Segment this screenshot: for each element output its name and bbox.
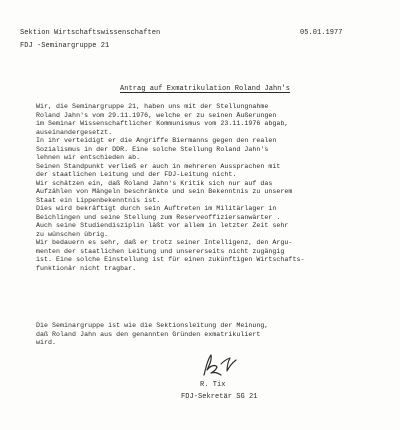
closing-line: daß Roland Jahn aus den genannten Gründen exmatrikuliert [36, 330, 261, 338]
body-line: Staat ein Lippenbekenntnis ist. [36, 196, 161, 204]
body-line: Wir schätzen ein, daß Roland Jahn's Kritik sich nur auf das [36, 179, 273, 187]
body-line: auseinandergesetzt. [36, 128, 113, 136]
body-line: ist. Eine solche Einstellung ist für einen zukünftigen Wirtschafts- [36, 256, 305, 263]
body-line: lehnen wir entschieden ab. [36, 154, 141, 161]
closing-paragraph [36, 322, 376, 348]
document-title: Antrag auf Exmatrikulation Roland Jahn's [120, 85, 291, 93]
body-line: Sozialismus in der DDR. Eine solche Stellung Roland Jahn's [36, 145, 269, 153]
body-line: Wir bedauern es sehr, daß er trotz seiner Intelligenz, den Argu- [36, 239, 293, 246]
body-line: Roland Jahn's vom 29.11.1976, welche er zu seinen Äußerungen [36, 111, 277, 119]
document-date: 05.01.1977 [300, 29, 343, 37]
body-line: menten der staatlichen Leitung und unsererseits nicht zugängig [36, 247, 285, 255]
body-line: zu wünschen übrig. [36, 230, 109, 238]
body-line: der staatlichen Leitung und der FDJ-Leitung nicht. [36, 171, 237, 178]
sender-department: Sektion Wirtschaftswissenschaften [20, 29, 161, 37]
handwritten-signature [200, 352, 240, 378]
body-line: Aufzählen von Mängeln beschränkte und sein Bekenntnis zu unserem [36, 188, 293, 195]
body-line: Seinen Standpunkt verließ er auch in mehreren Aussprachen mit [36, 162, 281, 170]
closing-line: Die Seminargruppe ist wie die Sektionsleitung der Meinung, [36, 322, 269, 329]
sender-group: FDJ -Seminargruppe 21 [20, 42, 110, 50]
closing-line: wird. [36, 339, 57, 346]
body-line: im Seminar Wissenschaftlicher Kommunismus vom 23.11.1976 abgab, [36, 120, 289, 127]
body-line: Beichlingen und seine Stellung zum Reserveoffiziersanwärter . [36, 213, 281, 221]
body-line: Auch seine Studiendisziplin läßt vor allem in letzter Zeit sehr [36, 222, 289, 229]
signatory-role: FDJ-Sekretär SG 21 [181, 393, 258, 401]
body-line: Wir, die Seminargruppe 21, haben uns mit der Stellungnahme [36, 103, 269, 110]
body-line: funktionär nicht tragbar. [36, 264, 137, 272]
body-line: In ihr verteidigt er die Angriffe Biermanns gegen den realen [36, 137, 277, 144]
signatory-name: R. Tix [200, 381, 226, 389]
document-body [36, 103, 376, 273]
body-line: Dies wird bekräftigt durch sein Auftreten im Militärlager in [36, 205, 277, 212]
